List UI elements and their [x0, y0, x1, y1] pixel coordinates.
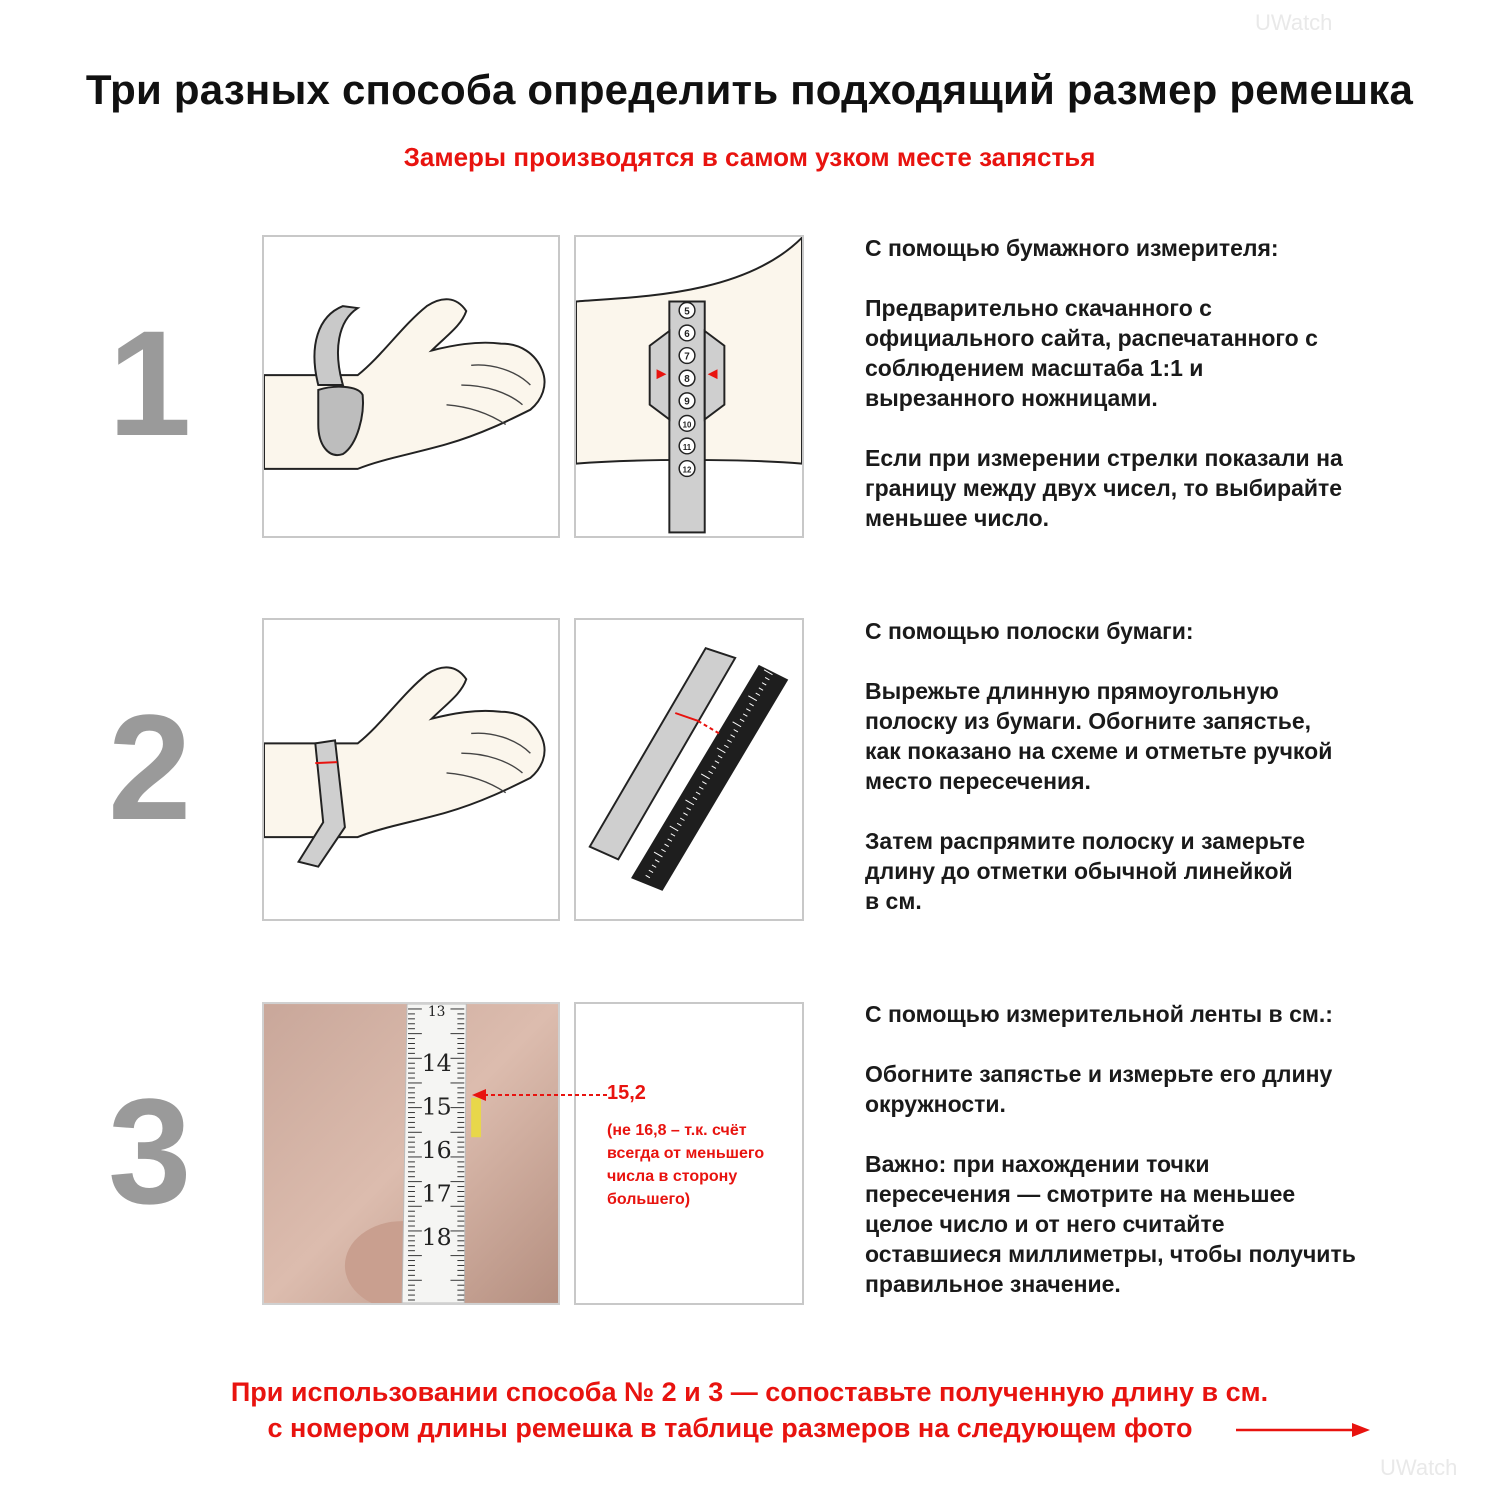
tape-number: 14 [421, 1049, 452, 1078]
callout-arrow [470, 1085, 610, 1105]
strip-and-ruler-drawing [576, 620, 802, 919]
method-3-heading: С помощью измерительной ленты в см.: [865, 1001, 1333, 1027]
page-title: Три разных способа определить подходящий размер ремешка [85, 66, 1414, 113]
method-3-text [865, 999, 1405, 1329]
tape-number: 17 [421, 1179, 452, 1208]
gauge-number: 6 [684, 328, 690, 340]
method-2-illustration-ruler [574, 618, 804, 921]
tape-measure-photo [264, 1004, 558, 1303]
method-3-paragraph-2: Важно: при нахождении точки пересечения — смотрите на меньшее целое число и от него считайте оставшиеся миллиметры, чтобы получить правильное значение. [865, 1151, 1356, 1297]
method-number-1: 1 [108, 299, 192, 467]
tape-number: 15 [421, 1092, 452, 1121]
next-arrow-icon [1236, 1418, 1370, 1442]
footer-line-2: с номером длины ремешка в таблице размеров на следующем фото [267, 1413, 1193, 1443]
watermark-bottom-right: UWatch [1380, 1455, 1458, 1480]
watermark-top-right: UWatch [1255, 10, 1333, 35]
gauge-number: 10 [682, 420, 692, 430]
paper-gauge-loop [314, 306, 357, 385]
method-3-photo [262, 1002, 560, 1305]
tape-number: 18 [421, 1222, 452, 1251]
gauge-number: 5 [684, 306, 690, 318]
method-1-paragraph-2: Если при измерении стрелки показали на границу между двух чисел, то выбирайте меньшее число. [865, 445, 1343, 531]
method-1-heading: С помощью бумажного измерителя: [865, 235, 1279, 261]
method-number-2: 2 [108, 683, 192, 851]
gauge-number: 8 [684, 374, 690, 386]
hand-shape [264, 299, 545, 469]
paper-gauge-drawing [576, 237, 802, 536]
gauge-number: 7 [684, 351, 690, 363]
method-2-text [865, 616, 1405, 946]
tape-number: 13 [427, 1004, 446, 1020]
method-3-callout [607, 1082, 807, 1211]
method-2-illustration-hand [262, 618, 560, 921]
method-2-paragraph-2: Затем распрямите полоску и замерьте длину до отметки обычной линейкой в см. [865, 828, 1306, 914]
method-3-paragraph-1: Обогните запястье и измерьте его длину окружности. [865, 1061, 1333, 1117]
strip-mark [315, 762, 337, 763]
gauge-number: 11 [682, 442, 692, 452]
method-1-paragraph-1: Предварительно скачанного с официального сайта, распечатанного с соблюдением масштаба 1:1 и вырезанного ножницами. [865, 295, 1318, 411]
tape-number: 16 [421, 1135, 452, 1164]
callout-note: (не 16,8 – т.к. счёт всегда от меньшего числа в сторону большего) [607, 1122, 765, 1208]
page-subtitle: Замеры производятся в самом узком месте запястья [403, 142, 1096, 172]
mark-guide [698, 721, 720, 734]
method-2-heading: С помощью полоски бумаги: [865, 618, 1194, 644]
method-2-paragraph-1: Вырежьте длинную прямоугольную полоску из бумаги. Обогните запястье, как показано на схеме и отметьте ручкой место пересечения. [865, 678, 1333, 794]
method-1-text [865, 233, 1405, 563]
gauge-number: 9 [684, 396, 690, 408]
hand-paper-gauge-drawing [264, 237, 558, 536]
method-number-3: 3 [108, 1067, 192, 1235]
footer-line-1: При использовании способа № 2 и 3 — сопоставьте полученную длину в см. [230, 1377, 1269, 1407]
method-1-illustration-gauge [574, 235, 804, 538]
hand-shape [264, 667, 545, 837]
callout-value: 15,2 [607, 1082, 646, 1104]
hand-paper-strip-drawing [264, 620, 558, 919]
method-1-illustration-hand [262, 235, 560, 538]
gauge-number: 12 [682, 465, 692, 475]
